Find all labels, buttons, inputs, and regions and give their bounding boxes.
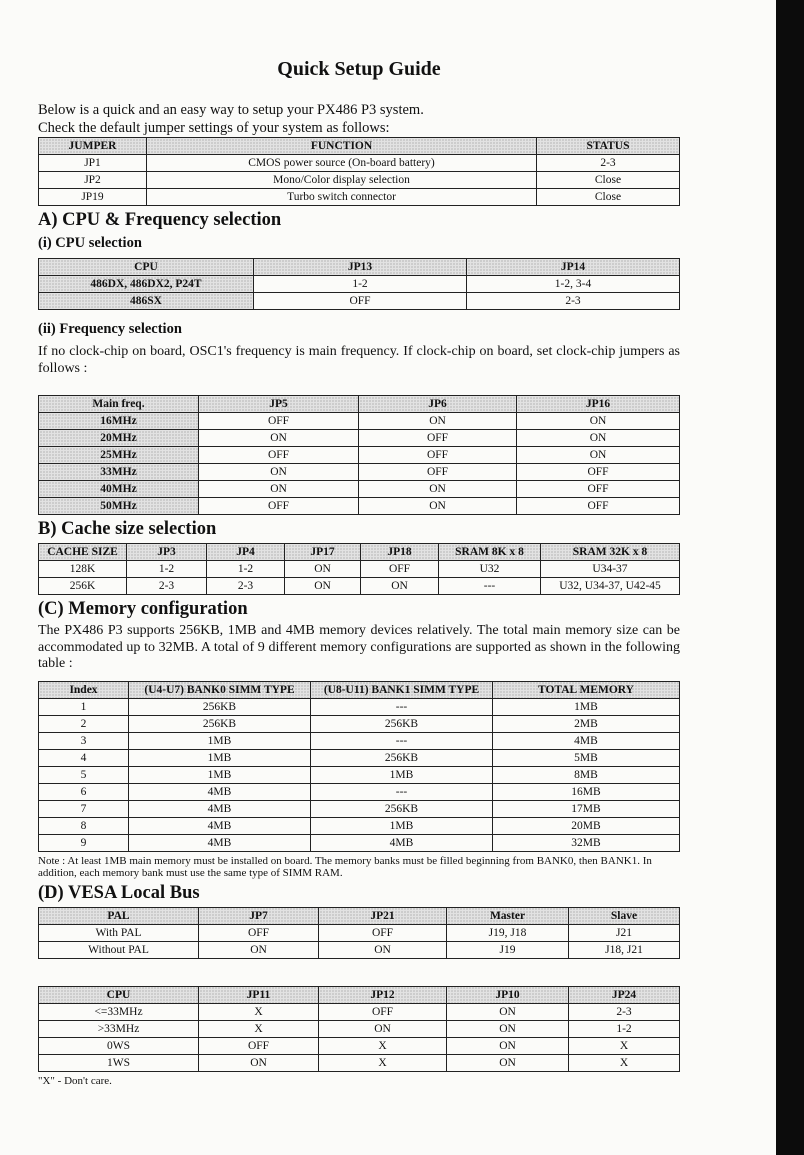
table-cell: 4 bbox=[39, 749, 129, 766]
column-header: JP17 bbox=[285, 544, 361, 561]
frequency-table bbox=[38, 395, 680, 515]
table-row bbox=[39, 1037, 680, 1054]
table-row bbox=[39, 155, 680, 172]
table-row bbox=[39, 1003, 680, 1020]
table-cell: OFF bbox=[199, 498, 359, 515]
table-cell: ON bbox=[199, 464, 359, 481]
table-cell: ON bbox=[359, 413, 517, 430]
column-header: JP18 bbox=[361, 544, 439, 561]
table-cell: OFF bbox=[319, 924, 447, 941]
table-cell: 2-3 bbox=[207, 578, 285, 595]
table-cell: ON bbox=[319, 1020, 447, 1037]
table-row bbox=[39, 189, 680, 206]
table-cell: 256K bbox=[39, 578, 127, 595]
table-cell: ON bbox=[447, 1003, 569, 1020]
column-header: JP11 bbox=[199, 986, 319, 1003]
table-cell: 4MB bbox=[129, 817, 311, 834]
table-cell: ON bbox=[517, 447, 680, 464]
column-header: JP5 bbox=[199, 396, 359, 413]
table-cell: U34-37 bbox=[541, 561, 680, 578]
row-header-cell: 486SX bbox=[39, 293, 254, 310]
row-header-cell: 25MHz bbox=[39, 447, 199, 464]
table-cell: X bbox=[569, 1054, 680, 1071]
table-row bbox=[39, 276, 680, 293]
table-cell: Turbo switch connector bbox=[147, 189, 537, 206]
table-cell: X bbox=[199, 1003, 319, 1020]
table-cell: 1WS bbox=[39, 1054, 199, 1071]
memory-configuration-table bbox=[38, 681, 680, 852]
table-cell: OFF bbox=[361, 561, 439, 578]
row-header-cell: 50MHz bbox=[39, 498, 199, 515]
table-cell: 2-3 bbox=[127, 578, 207, 595]
table-cell: ON bbox=[199, 941, 319, 958]
table-cell: OFF bbox=[359, 430, 517, 447]
section-heading-cache: B) Cache size selection bbox=[38, 519, 217, 539]
column-header: FUNCTION bbox=[147, 138, 537, 155]
table-cell: JP19 bbox=[39, 189, 147, 206]
frequency-text: If no clock-chip on board, OSC1's frequency is main frequency. If clock-chip on board, set clock-chip jumpers as follows : bbox=[38, 344, 680, 376]
table-row bbox=[39, 732, 680, 749]
table-header-row bbox=[39, 259, 680, 276]
column-header: JP3 bbox=[127, 544, 207, 561]
table-cell: JP2 bbox=[39, 172, 147, 189]
column-header: PAL bbox=[39, 907, 199, 924]
column-header: JP16 bbox=[517, 396, 680, 413]
column-header: JP10 bbox=[447, 986, 569, 1003]
column-header: SRAM 32K x 8 bbox=[541, 544, 680, 561]
table-header-row bbox=[39, 681, 680, 698]
table-cell: 1 bbox=[39, 698, 129, 715]
table-row bbox=[39, 561, 680, 578]
column-header: CPU bbox=[39, 986, 199, 1003]
row-header-cell: 20MHz bbox=[39, 430, 199, 447]
table-cell: Without PAL bbox=[39, 941, 199, 958]
table-cell: 1-2 bbox=[569, 1020, 680, 1037]
table-cell: 5MB bbox=[493, 749, 680, 766]
table-cell: U32, U34-37, U42-45 bbox=[541, 578, 680, 595]
row-header-cell: 33MHz bbox=[39, 464, 199, 481]
table-row bbox=[39, 800, 680, 817]
column-header: (U4-U7) BANK0 SIMM TYPE bbox=[129, 681, 311, 698]
table-row bbox=[39, 698, 680, 715]
table-cell: 9 bbox=[39, 834, 129, 851]
table-cell: 256KB bbox=[129, 715, 311, 732]
table-header-row bbox=[39, 907, 680, 924]
table-cell: <=33MHz bbox=[39, 1003, 199, 1020]
table-cell: U32 bbox=[439, 561, 541, 578]
table-cell: 0WS bbox=[39, 1037, 199, 1054]
table-row bbox=[39, 1054, 680, 1071]
table-row bbox=[39, 293, 680, 310]
table-cell: OFF bbox=[517, 464, 680, 481]
table-row bbox=[39, 1020, 680, 1037]
table-row bbox=[39, 715, 680, 732]
subsection-heading-frequency: (ii) Frequency selection bbox=[38, 321, 182, 337]
column-header: STATUS bbox=[537, 138, 680, 155]
table-row bbox=[39, 749, 680, 766]
table-cell: OFF bbox=[199, 1037, 319, 1054]
table-cell: X bbox=[319, 1037, 447, 1054]
table-cell: ON bbox=[359, 498, 517, 515]
table-cell: CMOS power source (On-board battery) bbox=[147, 155, 537, 172]
table-cell: 256KB bbox=[311, 749, 493, 766]
table-cell: OFF bbox=[199, 447, 359, 464]
page-edge bbox=[776, 0, 804, 1155]
table-cell: --- bbox=[311, 783, 493, 800]
column-header: TOTAL MEMORY bbox=[493, 681, 680, 698]
table-cell: 4MB bbox=[311, 834, 493, 851]
row-header-cell: 40MHz bbox=[39, 481, 199, 498]
table-cell: --- bbox=[439, 578, 541, 595]
table-row bbox=[39, 172, 680, 189]
table-cell: X bbox=[319, 1054, 447, 1071]
table-cell: 1-2, 3-4 bbox=[467, 276, 680, 293]
column-header: Slave bbox=[569, 907, 680, 924]
table-header-row bbox=[39, 396, 680, 413]
table-cell: ON bbox=[285, 578, 361, 595]
table-cell: 1MB bbox=[311, 766, 493, 783]
column-header: SRAM 8K x 8 bbox=[439, 544, 541, 561]
table-cell: 1MB bbox=[129, 766, 311, 783]
table-cell: ON bbox=[447, 1054, 569, 1071]
table-cell: 1MB bbox=[129, 732, 311, 749]
table-cell: 256KB bbox=[311, 715, 493, 732]
table-cell: JP1 bbox=[39, 155, 147, 172]
section-heading-memory: (C) Memory configuration bbox=[38, 599, 248, 619]
row-header-cell: 486DX, 486DX2, P24T bbox=[39, 276, 254, 293]
footnote: "X" - Don't care. bbox=[38, 1074, 112, 1087]
table-row bbox=[39, 413, 680, 430]
table-cell: ON bbox=[361, 578, 439, 595]
document-content bbox=[38, 58, 680, 1087]
table-cell: 8MB bbox=[493, 766, 680, 783]
table-cell: Close bbox=[537, 172, 680, 189]
column-header: Master bbox=[447, 907, 569, 924]
table-header-row bbox=[39, 986, 680, 1003]
table-row bbox=[39, 447, 680, 464]
table-cell: >33MHz bbox=[39, 1020, 199, 1037]
intro-line: Below is a quick and an easy way to setup your PX486 P3 system. bbox=[38, 102, 424, 118]
table-cell: J18, J21 bbox=[569, 941, 680, 958]
table-cell: ON bbox=[517, 413, 680, 430]
column-header: JP14 bbox=[467, 259, 680, 276]
table-cell: Mono/Color display selection bbox=[147, 172, 537, 189]
table-cell: ON bbox=[199, 430, 359, 447]
table-cell: OFF bbox=[359, 464, 517, 481]
column-header: (U8-U11) BANK1 SIMM TYPE bbox=[311, 681, 493, 698]
table-cell: J19, J18 bbox=[447, 924, 569, 941]
column-header: CACHE SIZE bbox=[39, 544, 127, 561]
column-header: Main freq. bbox=[39, 396, 199, 413]
table-cell: 2MB bbox=[493, 715, 680, 732]
table-cell: 1MB bbox=[493, 698, 680, 715]
table-cell: ON bbox=[517, 430, 680, 447]
table-cell: 16MB bbox=[493, 783, 680, 800]
table-cell: OFF bbox=[199, 924, 319, 941]
memory-note: Note : At least 1MB main memory must be installed on board. The memory banks must be filled beginning from BANK0, then BANK1. In addition, each memory bank must use the same type of SIMM RAM. bbox=[38, 854, 652, 879]
memory-text: The PX486 P3 supports 256KB, 1MB and 4MB memory devices relatively. The total main memory size can be accommodated up to 32MB. A total of 9 different memory configurations are supported as shown in the following table : bbox=[38, 623, 680, 671]
table-cell: 6 bbox=[39, 783, 129, 800]
table-cell: 8 bbox=[39, 817, 129, 834]
intro-line: Check the default jumper settings of your system as follows: bbox=[38, 120, 390, 136]
section-heading-cpu-frequency: A) CPU & Frequency selection bbox=[38, 210, 282, 230]
column-header: JP4 bbox=[207, 544, 285, 561]
table-cell: ON bbox=[199, 1054, 319, 1071]
cache-size-table bbox=[38, 543, 680, 595]
table-cell: 4MB bbox=[129, 800, 311, 817]
table-cell: ON bbox=[285, 561, 361, 578]
table-row bbox=[39, 941, 680, 958]
column-header: JP12 bbox=[319, 986, 447, 1003]
cpu-selection-table bbox=[38, 258, 680, 310]
table-row bbox=[39, 766, 680, 783]
table-header-row bbox=[39, 544, 680, 561]
section-heading-vesa: (D) VESA Local Bus bbox=[38, 882, 200, 903]
table-cell: ON bbox=[447, 1020, 569, 1037]
table-cell: 2 bbox=[39, 715, 129, 732]
table-cell: OFF bbox=[517, 498, 680, 515]
table-cell: X bbox=[569, 1037, 680, 1054]
table-cell: Close bbox=[537, 189, 680, 206]
table-cell: --- bbox=[311, 732, 493, 749]
table-cell: 1-2 bbox=[127, 561, 207, 578]
column-header: JP6 bbox=[359, 396, 517, 413]
intro bbox=[38, 101, 680, 137]
table-cell: OFF bbox=[199, 413, 359, 430]
table-cell: --- bbox=[311, 698, 493, 715]
table-cell: 4MB bbox=[129, 834, 311, 851]
table-cell: OFF bbox=[517, 481, 680, 498]
table-cell: ON bbox=[319, 941, 447, 958]
table-row bbox=[39, 817, 680, 834]
table-row bbox=[39, 430, 680, 447]
table-row bbox=[39, 924, 680, 941]
table-row bbox=[39, 481, 680, 498]
table-cell: ON bbox=[359, 481, 517, 498]
table-cell: ON bbox=[199, 481, 359, 498]
table-cell: 2-3 bbox=[569, 1003, 680, 1020]
table-row bbox=[39, 464, 680, 481]
table-cell: OFF bbox=[254, 293, 467, 310]
vesa-cpu-table bbox=[38, 986, 680, 1072]
table-cell: J21 bbox=[569, 924, 680, 941]
table-cell: 3 bbox=[39, 732, 129, 749]
table-cell: J19 bbox=[447, 941, 569, 958]
column-header: Index bbox=[39, 681, 129, 698]
table-row bbox=[39, 498, 680, 515]
table-cell: 2-3 bbox=[537, 155, 680, 172]
column-header: CPU bbox=[39, 259, 254, 276]
column-header: JUMPER bbox=[39, 138, 147, 155]
column-header: JP21 bbox=[319, 907, 447, 924]
table-cell: 17MB bbox=[493, 800, 680, 817]
table-row bbox=[39, 783, 680, 800]
table-cell: 128K bbox=[39, 561, 127, 578]
pal-table bbox=[38, 907, 680, 959]
table-cell: With PAL bbox=[39, 924, 199, 941]
table-cell: 1-2 bbox=[254, 276, 467, 293]
page-title: Quick Setup Guide bbox=[277, 58, 441, 80]
jumper-table bbox=[38, 137, 680, 206]
table-cell: 32MB bbox=[493, 834, 680, 851]
table-cell: 256KB bbox=[311, 800, 493, 817]
table-cell: 1MB bbox=[311, 817, 493, 834]
table-cell: 7 bbox=[39, 800, 129, 817]
table-row bbox=[39, 834, 680, 851]
table-cell: 4MB bbox=[129, 783, 311, 800]
table-row bbox=[39, 578, 680, 595]
table-cell: 2-3 bbox=[467, 293, 680, 310]
row-header-cell: 16MHz bbox=[39, 413, 199, 430]
table-cell: 4MB bbox=[493, 732, 680, 749]
table-cell: 20MB bbox=[493, 817, 680, 834]
table-cell: OFF bbox=[319, 1003, 447, 1020]
column-header: JP13 bbox=[254, 259, 467, 276]
column-header: JP24 bbox=[569, 986, 680, 1003]
table-cell: ON bbox=[447, 1037, 569, 1054]
table-cell: OFF bbox=[359, 447, 517, 464]
table-cell: 5 bbox=[39, 766, 129, 783]
subsection-heading-cpu: (i) CPU selection bbox=[38, 235, 142, 251]
table-cell: 1MB bbox=[129, 749, 311, 766]
table-cell: 256KB bbox=[129, 698, 311, 715]
table-header-row bbox=[39, 138, 680, 155]
table-cell: X bbox=[199, 1020, 319, 1037]
column-header: JP7 bbox=[199, 907, 319, 924]
table-cell: 1-2 bbox=[207, 561, 285, 578]
